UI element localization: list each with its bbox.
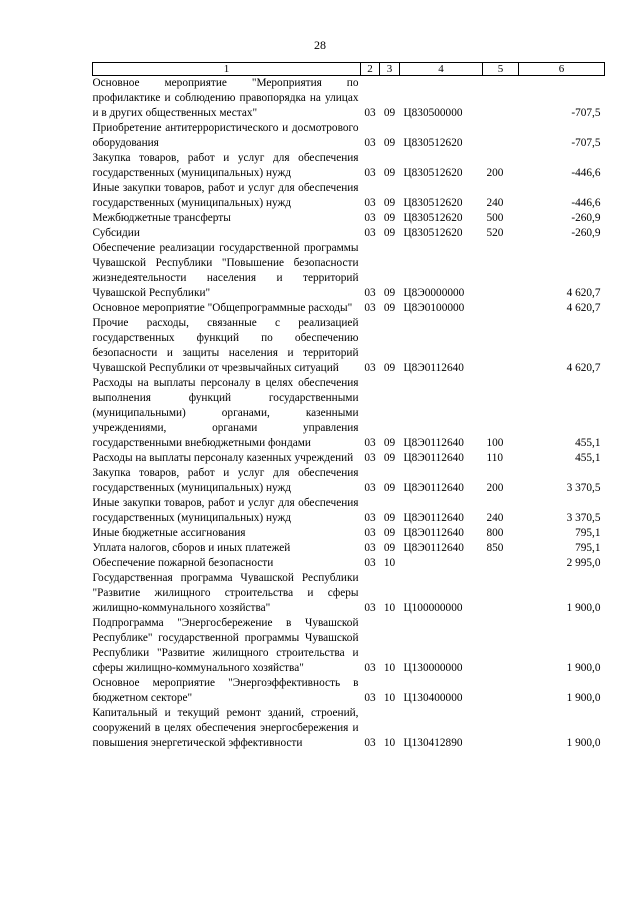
row-amount: -260,9 xyxy=(571,212,601,224)
row-expense-type xyxy=(483,706,519,751)
row-name: Закупка товаров, работ и услуг для обеспечения государственных (муниципальных) нужд xyxy=(92,467,359,494)
row-name: Обеспечение пожарной безопасности xyxy=(92,557,274,569)
row-amount: -707,5 xyxy=(571,107,601,119)
row-expense-type xyxy=(483,616,519,676)
row-name: Подпрограмма "Энергосбережение в Чувашской Республике" государственной программы Чувашской Республики "Развитие жилищного строительства и сферы жилищно-коммунального хозяйства" xyxy=(92,617,359,674)
row-subsection: 09 xyxy=(383,542,396,554)
row-target-article: Ц830512620 xyxy=(403,227,463,239)
row-section: 03 xyxy=(364,602,376,614)
row-target-article: Ц830512620 xyxy=(403,197,463,209)
row-section: 03 xyxy=(364,542,376,554)
row-target-article: Ц130412890 xyxy=(403,737,463,749)
row-expense-type: 240 xyxy=(486,512,504,524)
table-row xyxy=(93,526,605,541)
row-subsection: 09 xyxy=(383,482,396,494)
row-amount: 2 995,0 xyxy=(566,557,601,569)
row-subsection: 09 xyxy=(383,437,396,449)
header-col-3: 3 xyxy=(380,63,400,76)
header-col-2: 2 xyxy=(361,63,380,76)
row-target-article: Ц8Э0112640 xyxy=(403,542,464,554)
table-row xyxy=(93,376,605,451)
row-name: Основное мероприятие "Общепрограммные расходы" xyxy=(92,302,353,314)
table-header xyxy=(93,63,605,76)
row-subsection: 09 xyxy=(383,362,396,374)
row-subsection: 09 xyxy=(383,287,396,299)
row-expense-type xyxy=(483,241,519,301)
header-row xyxy=(93,63,605,76)
row-subsection: 10 xyxy=(383,557,396,569)
row-name: Приобретение антитеррористического и досмотрового оборудования xyxy=(92,122,359,149)
table-row xyxy=(93,706,605,751)
row-section: 03 xyxy=(364,167,376,179)
table-row xyxy=(93,76,605,122)
row-target-article: Ц830512620 xyxy=(403,167,463,179)
table-row xyxy=(93,556,605,571)
row-amount: 4 620,7 xyxy=(566,302,601,314)
row-target-article: Ц130000000 xyxy=(403,662,463,674)
header-col-5: 5 xyxy=(483,63,519,76)
row-amount: -446,6 xyxy=(571,167,601,179)
row-target-article: Ц100000000 xyxy=(403,602,463,614)
row-target-article: Ц830512620 xyxy=(403,137,463,149)
row-name: Субсидии xyxy=(92,227,140,239)
row-amount: 4 620,7 xyxy=(566,287,601,299)
row-name: Закупка товаров, работ и услуг для обеспечения государственных (муниципальных) нужд xyxy=(92,152,359,179)
table-row xyxy=(93,496,605,526)
header-col-4: 4 xyxy=(400,63,483,76)
row-target-article: Ц8Э0112640 xyxy=(403,437,464,449)
table-row xyxy=(93,616,605,676)
row-section: 03 xyxy=(364,437,376,449)
row-subsection: 09 xyxy=(383,527,396,539)
row-section: 03 xyxy=(364,197,376,209)
row-target-article: Ц8Э0112640 xyxy=(403,482,464,494)
row-expense-type xyxy=(483,571,519,616)
row-target-article: Ц8Э0112640 xyxy=(403,362,464,374)
row-expense-type: 100 xyxy=(486,437,504,449)
row-amount: 1 900,0 xyxy=(566,602,601,614)
row-subsection: 09 xyxy=(383,212,396,224)
header-col-6: 6 xyxy=(519,63,605,76)
row-expense-type: 500 xyxy=(486,212,504,224)
header-col-1: 1 xyxy=(93,63,361,76)
row-amount: 4 620,7 xyxy=(566,362,601,374)
budget-table xyxy=(92,62,605,751)
row-expense-type: 240 xyxy=(486,197,504,209)
row-name: Основное мероприятие "Мероприятия по профилактике и соблюдению правопорядка на улицах и в других общественных местах" xyxy=(92,77,359,119)
row-name: Иные закупки товаров, работ и услуг для обеспечения государственных (муниципальных) нужд xyxy=(92,182,359,209)
row-name: Иные закупки товаров, работ и услуг для обеспечения государственных (муниципальных) нужд xyxy=(92,497,359,524)
table-row xyxy=(93,301,605,316)
table-row xyxy=(93,181,605,211)
row-amount: -446,6 xyxy=(571,197,601,209)
row-name: Межбюджетные трансферты xyxy=(92,212,231,224)
row-expense-type: 200 xyxy=(486,482,504,494)
row-name: Капитальный и текущий ремонт зданий, строений, сооружений в целях обеспечения энергосбережения и повышения энергетической эффективности xyxy=(92,707,359,749)
row-name: Иные бюджетные ассигнования xyxy=(92,527,246,539)
row-target-article: Ц830500000 xyxy=(403,107,463,119)
row-amount: 1 900,0 xyxy=(566,692,601,704)
table-row xyxy=(93,211,605,226)
page-number: 28 xyxy=(314,38,326,52)
row-expense-type xyxy=(483,556,519,571)
table-row xyxy=(93,226,605,241)
row-name: Уплата налогов, сборов и иных платежей xyxy=(92,542,291,554)
row-section: 03 xyxy=(364,662,376,674)
table-row xyxy=(93,466,605,496)
row-expense-type xyxy=(483,76,519,122)
row-section: 03 xyxy=(364,512,376,524)
row-amount: 3 370,5 xyxy=(566,512,601,524)
row-section: 03 xyxy=(364,212,376,224)
row-expense-type xyxy=(483,301,519,316)
row-amount: -707,5 xyxy=(571,137,601,149)
row-name: Государственная программа Чувашской Республики "Развитие жилищного строительства и сферы жилищно-коммунального хозяйства" xyxy=(92,572,359,614)
row-target-article: Ц8Э0112640 xyxy=(403,512,464,524)
row-target-article: Ц8Э0112640 xyxy=(403,527,464,539)
row-amount: 795,1 xyxy=(575,527,601,539)
table-row xyxy=(93,241,605,301)
table-row xyxy=(93,121,605,151)
table-body xyxy=(93,76,605,752)
row-subsection: 10 xyxy=(383,662,396,674)
table-row xyxy=(93,676,605,706)
row-subsection: 10 xyxy=(383,602,396,614)
row-section: 03 xyxy=(364,137,376,149)
row-section: 03 xyxy=(364,482,376,494)
row-amount: 455,1 xyxy=(575,452,601,464)
row-subsection: 09 xyxy=(383,137,396,149)
row-amount: -260,9 xyxy=(571,227,601,239)
row-expense-type: 800 xyxy=(486,527,504,539)
row-target-article: Ц8Э0100000 xyxy=(403,302,465,314)
row-section: 03 xyxy=(364,362,376,374)
row-amount: 1 900,0 xyxy=(566,662,601,674)
row-amount: 3 370,5 xyxy=(566,482,601,494)
table-row xyxy=(93,316,605,376)
table-row xyxy=(93,151,605,181)
row-expense-type xyxy=(483,121,519,151)
row-expense-type xyxy=(483,316,519,376)
row-amount: 455,1 xyxy=(575,437,601,449)
row-expense-type: 850 xyxy=(486,542,504,554)
row-section: 03 xyxy=(364,527,376,539)
row-section: 03 xyxy=(364,302,376,314)
table-row xyxy=(93,451,605,466)
row-target-article: Ц830512620 xyxy=(403,212,463,224)
row-section: 03 xyxy=(364,287,376,299)
row-name: Расходы на выплаты персоналу в целях обеспечения выполнения функций государственными (муниципальными) органами, казенными учреждениями, органами управления государственными внебюджетными фондами xyxy=(92,377,359,449)
row-subsection: 09 xyxy=(383,302,396,314)
row-amount: 1 900,0 xyxy=(566,737,601,749)
row-target-article xyxy=(400,556,483,571)
row-subsection: 09 xyxy=(383,107,396,119)
row-name: Основное мероприятие "Энергоэффективность в бюджетном секторе" xyxy=(92,677,359,704)
row-subsection: 09 xyxy=(383,512,396,524)
row-subsection: 09 xyxy=(383,167,396,179)
row-target-article: Ц8Э0112640 xyxy=(403,452,464,464)
row-subsection: 09 xyxy=(383,452,396,464)
row-expense-type: 110 xyxy=(486,452,504,464)
table-row xyxy=(93,541,605,556)
row-expense-type: 520 xyxy=(486,227,504,239)
row-name: Расходы на выплаты персоналу казенных учреждений xyxy=(92,452,354,464)
row-name: Обеспечение реализации государственной программы Чувашской Республики "Повышение безопасности жизнедеятельности населения и территорий Чувашской Республики" xyxy=(92,242,359,299)
row-target-article: Ц8Э0000000 xyxy=(403,287,465,299)
row-section: 03 xyxy=(364,737,376,749)
row-name: Прочие расходы, связанные с реализацией государственных функций по обеспечению безопасности и защиты населения и территорий Чувашской Республики от чрезвычайных ситуаций xyxy=(92,317,359,374)
row-subsection: 09 xyxy=(383,227,396,239)
row-section: 03 xyxy=(364,107,376,119)
row-subsection: 10 xyxy=(383,692,396,704)
row-section: 03 xyxy=(364,227,376,239)
row-target-article: Ц130400000 xyxy=(403,692,463,704)
table-row xyxy=(93,571,605,616)
row-subsection: 10 xyxy=(383,737,396,749)
row-section: 03 xyxy=(364,452,376,464)
row-amount: 795,1 xyxy=(575,542,601,554)
row-subsection: 09 xyxy=(383,197,396,209)
row-section: 03 xyxy=(364,557,376,569)
row-section: 03 xyxy=(364,692,376,704)
row-expense-type xyxy=(483,676,519,706)
row-expense-type: 200 xyxy=(486,167,504,179)
